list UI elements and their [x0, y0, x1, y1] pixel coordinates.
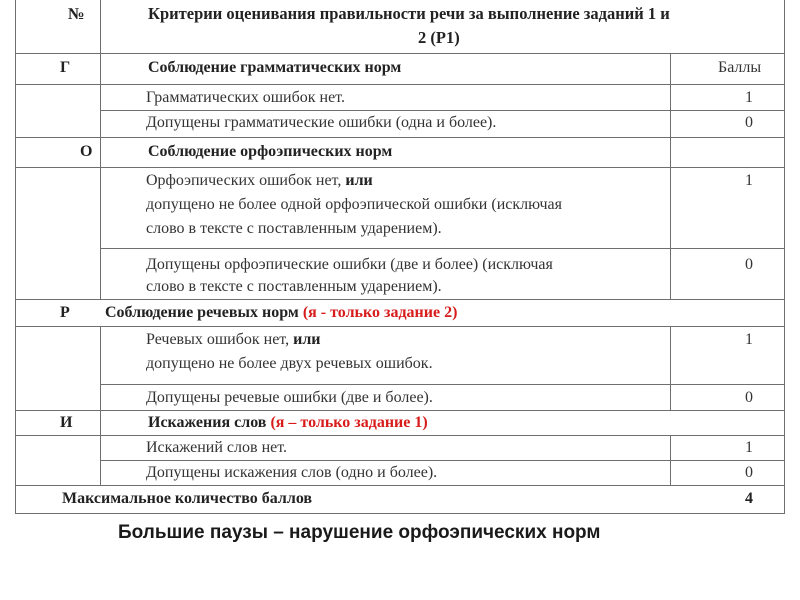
row-divider [16, 299, 784, 300]
row-divider [16, 485, 784, 486]
criterion-text: Допущены искажения слов (одно и более). [146, 464, 438, 481]
criterion-text: Допущены речевые ошибки (две и более). [146, 389, 433, 406]
criterion-score: 1 [745, 172, 753, 189]
col-divider [670, 326, 671, 410]
section-title: Соблюдение орфоэпических норм [148, 143, 393, 160]
row-divider [16, 84, 784, 85]
row-divider [100, 384, 784, 385]
section-title: Соблюдение речевых норм (я - только задание 2) [105, 304, 458, 321]
criterion-text: допущено не более одной орфоэпической ошибки (исключая [146, 196, 562, 213]
criterion-score: 1 [745, 89, 753, 106]
criterion-text: Речевых ошибок нет, или [146, 331, 321, 348]
criterion-text: Допущены грамматические ошибки (одна и более). [146, 114, 497, 131]
section-title: Соблюдение грамматических норм [148, 59, 402, 76]
points-header: Баллы [718, 59, 762, 76]
section-note: (я – только задание 1) [270, 414, 428, 431]
row-divider [16, 410, 784, 411]
criterion-text: Искажений слов нет. [146, 439, 288, 456]
col-divider [670, 53, 671, 299]
row-divider [16, 53, 784, 54]
criterion-score: 0 [745, 114, 753, 131]
header-num: № [68, 4, 85, 23]
criterion-score: 0 [745, 464, 753, 481]
section-letter: И [60, 414, 73, 431]
criterion-score: 1 [745, 439, 753, 456]
col-divider [670, 435, 671, 485]
criterion-text: допущено не более двух речевых ошибок. [146, 355, 433, 372]
row-divider [100, 110, 784, 111]
header-title-line2: 2 (Р1) [418, 28, 460, 47]
criterion-score: 0 [745, 256, 753, 273]
row-divider [100, 248, 784, 249]
row-divider [16, 137, 784, 138]
criteria-table [15, 0, 785, 514]
section-note: (я - только задание 2) [302, 304, 458, 321]
total-score: 4 [745, 490, 753, 507]
row-divider [16, 167, 784, 168]
row-divider [16, 326, 784, 327]
row-divider [16, 435, 784, 436]
header-title-line1: Критерии оценивания правильности речи за выполнение заданий 1 и [148, 4, 670, 23]
section-letter: О [80, 143, 93, 160]
total-label: Максимальное количество баллов [62, 490, 313, 507]
row-divider [100, 460, 784, 461]
col-divider [100, 0, 101, 299]
criterion-text: Грамматических ошибок нет. [146, 89, 345, 106]
section-title: Искажения слов (я – только задание 1) [148, 414, 428, 431]
section-letter: Р [60, 304, 70, 321]
criterion-score: 0 [745, 389, 753, 406]
col-divider [100, 326, 101, 485]
criterion-text: Орфоэпических ошибок нет, или [146, 172, 373, 189]
criterion-score: 1 [745, 331, 753, 348]
section-letter: Г [60, 59, 71, 76]
criterion-text: Допущены орфоэпические ошибки (две и более) (исключая [146, 256, 553, 273]
footer-note: Большие паузы – нарушение орфоэпических норм [118, 522, 601, 543]
criterion-text: слово в тексте с поставленным ударением). [146, 220, 442, 237]
criterion-text: слово в тексте с поставленным ударением). [146, 278, 442, 295]
